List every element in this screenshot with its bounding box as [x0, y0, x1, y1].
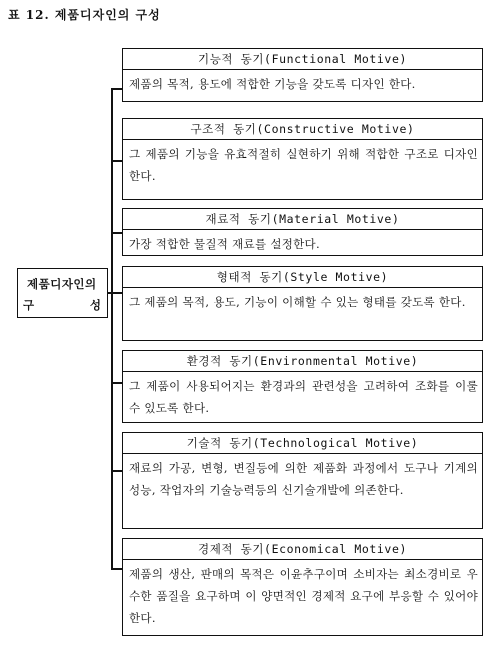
motive-title-environmental: 환경적 동기(Environmental Motive)	[123, 351, 482, 372]
motive-box-environmental	[122, 350, 483, 423]
motive-box-functional	[122, 48, 483, 102]
motive-box-style	[122, 266, 483, 341]
motive-description-functional: 제품의 목적, 용도에 적합한 기능을 갖도록 디자인 한다.	[129, 77, 416, 91]
branch-line-environmental	[111, 382, 122, 384]
branch-line-material	[111, 232, 122, 234]
branch-line-style	[111, 292, 122, 294]
motive-title-technological: 기술적 동기(Technological Motive)	[123, 433, 482, 454]
motive-description-style: 그 제품의 목적, 용도, 기능이 이해할 수 있는 형태를 갖도록 한다.	[129, 295, 466, 309]
motive-description-constructive: 그 제품의 기능을 유효적절히 실현하기 위해 적합한 구조로 디자인 한다.	[129, 147, 478, 183]
motive-box-material	[122, 208, 483, 256]
motive-title-material: 재료적 동기(Material Motive)	[123, 209, 482, 230]
motive-description-economical: 제품의 생산, 판매의 목적은 이윤추구이며 소비자는 최소경비로 우수한 품질을 요구하며 이 양면적인 경제적 요구에 부응할 수 있어야 한다.	[129, 567, 478, 625]
root-node-char-1: 구	[23, 298, 35, 312]
motive-description-environmental: 그 제품이 사용되어지는 환경과의 관련성을 고려하여 조화를 이룰 수 있도록 한다.	[129, 379, 478, 415]
root-node-label: 제품디자인의	[27, 277, 97, 291]
branch-line-technological	[111, 470, 122, 472]
root-node-label-second-line	[23, 297, 101, 313]
motive-box-economical	[122, 538, 483, 636]
motive-description-technological: 재료의 가공, 변형, 변질등에 의한 제품화 과정에서 도구나 기계의 성능, 작업자의 기술능력등의 신기술개발에 의존한다.	[129, 461, 478, 497]
motive-description-material: 가장 적합한 물질적 재료를 설정한다.	[129, 237, 320, 251]
branch-line-constructive	[111, 160, 122, 162]
branch-line-functional	[111, 88, 122, 90]
motive-title-style: 형태적 동기(Style Motive)	[123, 267, 482, 288]
motive-box-technological	[122, 432, 483, 529]
root-node-product-design-composition	[17, 268, 108, 318]
table-caption: 표 12. 제품디자인의 구성	[8, 8, 161, 22]
motive-title-constructive: 구조적 동기(Constructive Motive)	[123, 119, 482, 140]
motive-title-functional: 기능적 동기(Functional Motive)	[123, 49, 482, 70]
motive-title-economical: 경제적 동기(Economical Motive)	[123, 539, 482, 560]
motive-box-constructive	[122, 118, 483, 200]
branch-line-economical	[111, 568, 122, 570]
root-node-char-2: 성	[89, 298, 101, 312]
